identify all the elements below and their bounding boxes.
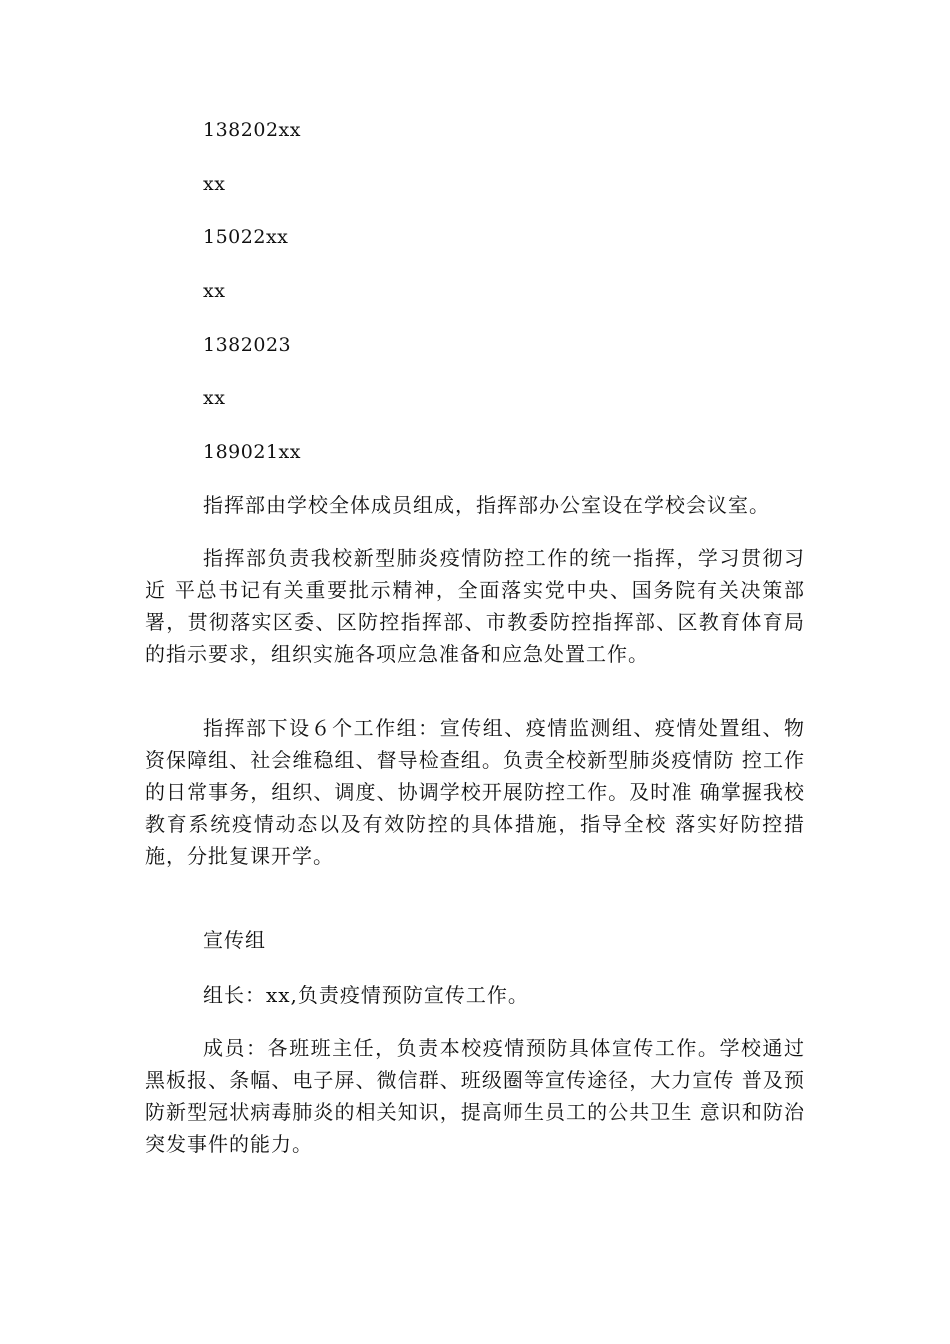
- contact-name-2: xx: [203, 280, 226, 302]
- office-paragraph: 指挥部由学校全体成员组成，指挥部办公室设在学校会议室。: [203, 493, 770, 517]
- publicity-heading: 宣传组: [203, 928, 266, 952]
- contact-name-3: xx: [203, 387, 226, 409]
- publicity-members: 成员：各班班主任，负责本校疫情预防具体宣传工作。学校通过黑板报、条幅、电子屏、微信群、班级圈等宣传途径，大力宣传 普及预防新型冠状病毒肺炎的相关知识，提高师生员工的公共卫生 意识和防治突发事件的能力。: [145, 1036, 805, 1156]
- contact-phone-2: 15022xx: [203, 226, 289, 248]
- contact-phone-1: 138202xx: [203, 119, 301, 141]
- contact-name-1: xx: [203, 173, 226, 195]
- publicity-leader: 组长：xx,负责疫情预防宣传工作。: [203, 983, 529, 1007]
- duty-paragraph: 指挥部负责我校新型肺炎疫情防控工作的统一指挥，学习贯彻习近 平总书记有关重要批示精神，全面落实党中央、国务院有关决策部署，贯彻落实区委、区防控指挥部、市教委防控指挥部、区教育体育局 的指示要求，组织实施各项应急准备和应急处置工作。: [145, 546, 805, 666]
- contact-phone-4: 189021xx: [203, 441, 301, 463]
- groups-paragraph: 指挥部下设６个工作组：宣传组、疫情监测组、疫情处置组、物资保障组、社会维稳组、督导检查组。负责全校新型肺炎疫情防 控工作的日常事务，组织、调度、协调学校开展防控工作。及时准 确掌握我校教育系统疫情动态以及有效防控的具体措施，指导全校 落实好防控措施，分批复课开学。: [145, 716, 805, 868]
- contact-phone-3: 1382023: [203, 334, 292, 356]
